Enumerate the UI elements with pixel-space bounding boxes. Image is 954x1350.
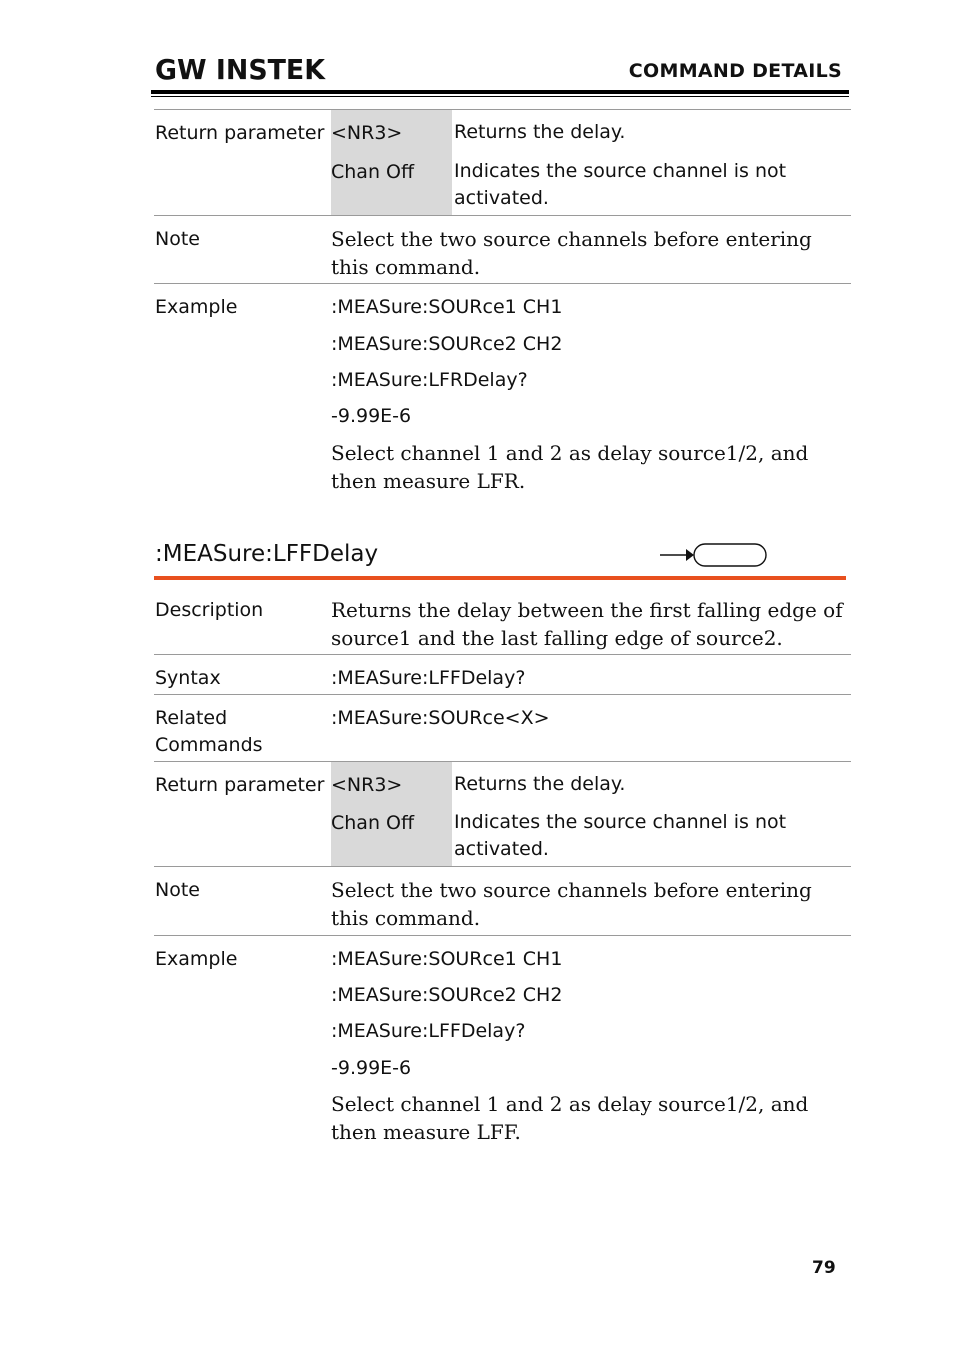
logo-text: GW INSTEK xyxy=(155,53,327,84)
param-nr3-desc: Returns the delay. xyxy=(454,121,626,143)
example-line: :MEASure:SOURce1 CH1 xyxy=(331,296,563,318)
example-line: :MEASure:SOURce1 CH1 xyxy=(331,948,563,970)
divider xyxy=(154,761,851,762)
gw-instek-logo xyxy=(155,52,327,84)
example-label: Example xyxy=(155,296,238,318)
divider xyxy=(154,694,851,695)
description-label: Description xyxy=(155,599,264,621)
example-line: :MEASure:LFRDelay? xyxy=(331,369,528,391)
example-explanation: Select channel 1 and 2 as delay source1/2, and then measure LFF. xyxy=(331,1092,809,1144)
param-chan-off-desc: Indicates the source channel is not activated. xyxy=(454,160,787,209)
divider xyxy=(154,866,851,867)
divider xyxy=(154,935,851,936)
param-chan-off: Chan Off xyxy=(331,161,415,183)
example-explanation: Select channel 1 and 2 as delay source1/2, and then measure LFR. xyxy=(331,441,809,493)
related-text: :MEASure:SOURce<X> xyxy=(331,707,550,729)
syntax-text: :MEASure:LFFDelay? xyxy=(331,667,526,689)
section-title: COMMAND DETAILS xyxy=(628,60,842,82)
note-text: Select the two source channels before entering this command. xyxy=(331,878,812,930)
param-nr3: <NR3> xyxy=(331,122,403,144)
header-rule-thin xyxy=(151,96,849,97)
command-title-rule xyxy=(154,576,846,580)
divider xyxy=(154,109,851,110)
divider xyxy=(154,654,851,655)
divider xyxy=(154,215,851,216)
param-chan-off-desc: Indicates the source channel is not activated. xyxy=(454,811,787,860)
example-label: Example xyxy=(155,948,238,970)
param-nr3-desc: Returns the delay. xyxy=(454,773,626,795)
param-chan-off: Chan Off xyxy=(331,812,415,834)
return-parameter-label: Return parameter xyxy=(155,774,325,796)
related-label-line1: Related xyxy=(155,707,228,729)
divider xyxy=(154,283,851,284)
page-number: 79 xyxy=(812,1258,836,1278)
example-line: :MEASure:SOURce2 CH2 xyxy=(331,333,563,355)
description-text: Returns the delay between the first falling edge of source1 and the last falling edge of source2. xyxy=(331,598,843,650)
example-line: -9.99E-6 xyxy=(331,405,412,427)
note-label: Note xyxy=(155,228,200,250)
header-rule-thick xyxy=(151,90,849,94)
example-line: -9.99E-6 xyxy=(331,1057,412,1079)
related-label-line2: Commands xyxy=(155,734,263,756)
syntax-label: Syntax xyxy=(155,667,221,689)
query-icon xyxy=(660,542,768,568)
note-label: Note xyxy=(155,879,200,901)
param-nr3: <NR3> xyxy=(331,774,403,796)
example-line: :MEASure:LFFDelay? xyxy=(331,1020,526,1042)
example-line: :MEASure:SOURce2 CH2 xyxy=(331,984,563,1006)
return-parameter-label: Return parameter xyxy=(155,122,325,144)
command-title: :MEASure:LFFDelay xyxy=(155,541,379,567)
note-text: Select the two source channels before entering this command. xyxy=(331,227,812,279)
